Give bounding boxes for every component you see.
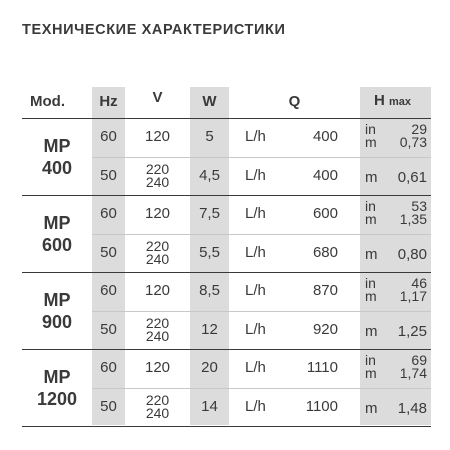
h-unit-cell: m <box>365 322 378 340</box>
v-cell: 120 <box>144 205 171 223</box>
group-rule <box>22 195 431 196</box>
header-w: W <box>202 93 217 110</box>
q-unit-cell: L/h <box>245 359 266 377</box>
hz-cell: 60 <box>100 205 117 223</box>
q-value-cell: 1100 <box>305 397 338 415</box>
group-rule <box>22 272 431 273</box>
header-h-max <box>374 92 411 109</box>
h-value-cell <box>385 200 427 226</box>
hz-cell: 50 <box>100 320 117 338</box>
v-value-2: 240 <box>145 404 170 421</box>
v-cell <box>125 237 190 267</box>
header-h-sub: max <box>389 96 412 108</box>
model-name-line1: MP <box>43 290 71 310</box>
q-value-cell: 680 <box>312 243 338 261</box>
hz-cell: 50 <box>100 166 117 184</box>
h-unit-cell: m <box>365 168 378 186</box>
v-value-2: 240 <box>145 327 170 344</box>
v-value-1: 220 <box>145 314 170 331</box>
h-value-2: 1,35 <box>399 211 427 228</box>
h-unit-2: m <box>365 211 377 228</box>
h-value-cell: 0,61 <box>397 168 427 186</box>
h-value-2: 1,17 <box>399 288 427 305</box>
w-cell: 5 <box>205 128 214 146</box>
model-name-line1: MP <box>43 136 71 156</box>
header-rule <box>22 118 431 119</box>
h-value-cell <box>385 123 427 149</box>
h-value-cell: 1,48 <box>397 399 427 417</box>
model-name-line2: 400 <box>41 158 73 178</box>
v-cell: 120 <box>144 359 171 377</box>
h-value-cell <box>385 354 427 380</box>
w-cell: 7,5 <box>199 205 220 223</box>
h-unit-2: m <box>365 134 377 151</box>
model-name-line1: MP <box>43 213 71 233</box>
header-h: H <box>374 92 385 109</box>
q-value-cell: 400 <box>312 166 338 184</box>
hz-cell: 60 <box>100 128 117 146</box>
model-name <box>24 212 90 256</box>
h-value-2: 0,73 <box>399 134 427 151</box>
h-value-1: 53 <box>411 198 427 215</box>
h-value-1: 29 <box>411 121 427 138</box>
h-unit-1: in <box>365 275 376 292</box>
w-cell: 8,5 <box>199 282 220 300</box>
hz-cell: 60 <box>100 282 117 300</box>
q-unit-cell: L/h <box>245 166 266 184</box>
group-rule <box>22 349 431 350</box>
h-value-cell: 0,80 <box>397 245 427 263</box>
row-divider <box>92 234 431 235</box>
q-value-cell: 920 <box>312 320 338 338</box>
q-value-cell: 1110 <box>306 359 338 377</box>
h-unit-1: in <box>365 198 376 215</box>
h-value-cell <box>385 277 427 303</box>
q-unit-cell: L/h <box>245 320 266 338</box>
q-unit-cell: L/h <box>245 243 266 261</box>
w-cell: 14 <box>201 397 218 415</box>
q-value-cell: 600 <box>312 205 338 223</box>
v-value-1: 220 <box>145 160 170 177</box>
header-q: Q <box>288 93 301 110</box>
model-name-line2: 900 <box>41 312 73 332</box>
v-cell <box>125 391 190 421</box>
v-value-1: 220 <box>145 237 170 254</box>
model-name <box>24 366 90 410</box>
q-unit-cell: L/h <box>245 205 266 223</box>
v-cell: 120 <box>144 282 171 300</box>
w-cell: 20 <box>201 359 218 377</box>
header-hz: Hz <box>99 93 118 110</box>
header-v: V <box>152 89 163 106</box>
v-value-2: 240 <box>145 250 170 267</box>
h-value-2: 1,74 <box>399 365 427 382</box>
row-divider <box>92 388 431 389</box>
group-rule <box>22 426 431 427</box>
v-value-2: 240 <box>145 173 170 190</box>
v-cell: 120 <box>144 128 171 146</box>
section-title: ТЕХНИЧЕСКИЕ ХАРАКТЕРИСТИКИ <box>22 22 286 38</box>
h-unit-2: m <box>365 288 377 305</box>
q-value-cell: 400 <box>312 128 338 146</box>
v-cell <box>125 314 190 344</box>
w-cell: 12 <box>201 320 218 338</box>
hz-cell: 60 <box>100 359 117 377</box>
model-name <box>24 289 90 333</box>
q-unit-cell: L/h <box>245 397 266 415</box>
q-unit-cell: L/h <box>245 128 266 146</box>
h-unit-cell: m <box>365 399 378 417</box>
q-value-cell: 870 <box>312 282 338 300</box>
w-cell: 5,5 <box>199 243 220 261</box>
row-divider <box>92 311 431 312</box>
h-value-1: 46 <box>411 275 427 292</box>
h-unit-cell: m <box>365 245 378 263</box>
v-cell <box>125 160 190 190</box>
model-name <box>24 135 90 179</box>
model-name-line2: 1200 <box>36 389 78 409</box>
h-value-cell: 1,25 <box>397 322 427 340</box>
h-unit-1: in <box>365 121 376 138</box>
header-mod: Mod. <box>30 93 65 110</box>
hz-cell: 50 <box>100 243 117 261</box>
h-value-1: 69 <box>411 352 427 369</box>
h-unit-2: m <box>365 365 377 382</box>
row-divider <box>92 157 431 158</box>
model-name-line1: MP <box>43 367 71 387</box>
w-cell: 4,5 <box>199 166 220 184</box>
hz-cell: 50 <box>100 397 117 415</box>
q-unit-cell: L/h <box>245 282 266 300</box>
v-value-1: 220 <box>145 391 170 408</box>
model-name-line2: 600 <box>41 235 73 255</box>
h-unit-1: in <box>365 352 376 369</box>
